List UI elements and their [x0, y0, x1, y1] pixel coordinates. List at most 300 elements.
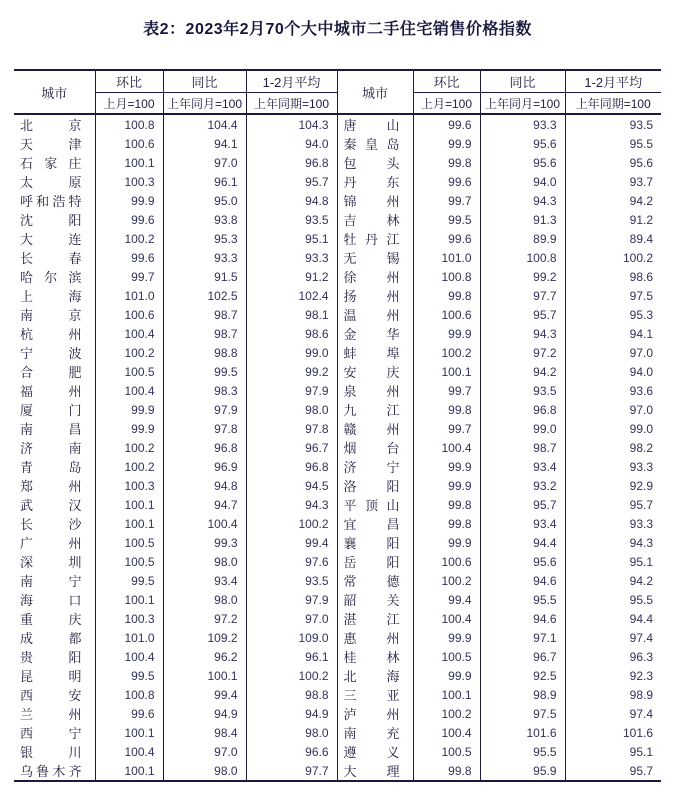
mom-value-left: 100.8: [95, 114, 163, 134]
mom-value-left: 100.1: [95, 495, 163, 514]
mom-value-left: 99.6: [95, 248, 163, 267]
city-name-left: 合 肥: [14, 362, 95, 381]
city-name-left: 西 宁: [14, 723, 95, 742]
mom-value-left: 101.0: [95, 628, 163, 647]
yoy-value-left: 100.4: [163, 514, 246, 533]
mom-value-left: 100.4: [95, 324, 163, 343]
mom-value-left: 100.6: [95, 134, 163, 153]
yoy-value-right: 95.9: [480, 761, 565, 781]
yoy-value-left: 99.5: [163, 362, 246, 381]
header-city-left: 城市: [14, 70, 95, 114]
mom-value-left: 100.1: [95, 761, 163, 781]
yoy-value-left: 93.3: [163, 248, 246, 267]
yoy-value-left: 97.0: [163, 742, 246, 761]
city-name-left: 杭 州: [14, 324, 95, 343]
mom-value-left: 99.6: [95, 210, 163, 229]
yoy-value-left: 96.2: [163, 647, 246, 666]
mom-value-left: 99.9: [95, 400, 163, 419]
yoy-value-right: 93.2: [480, 476, 565, 495]
city-name-right: 赣 州: [337, 419, 413, 438]
mom-value-left: 100.3: [95, 609, 163, 628]
header-mom-base-left: 上月=100: [95, 93, 163, 115]
avg-value-right: 94.2: [629, 573, 653, 588]
avg-value-left: 96.8: [246, 153, 337, 172]
avg-value-right: 98.2: [629, 440, 653, 455]
city-name-right: 北 海: [337, 666, 413, 685]
yoy-value-right: 95.5: [480, 742, 565, 761]
yoy-value-left: 98.0: [163, 590, 246, 609]
header-avg-base-left: 上年同期=100: [246, 93, 337, 115]
city-name-right: 惠 州: [337, 628, 413, 647]
city-name-right: 桂 林: [337, 647, 413, 666]
yoy-value-right: 96.8: [480, 400, 565, 419]
mom-value-right: 99.9: [413, 628, 480, 647]
city-name-left: 石 家 庄: [14, 153, 95, 172]
avg-value-left: 98.0: [246, 723, 337, 742]
mom-value-right: 99.9: [413, 476, 480, 495]
city-name-left: 兰 州: [14, 704, 95, 723]
avg-value-right: 95.5: [629, 592, 653, 607]
table-row: [14, 172, 661, 191]
city-name-left: 天 津: [14, 134, 95, 153]
mom-value-left: 99.9: [95, 419, 163, 438]
mom-value-right: 100.1: [413, 362, 480, 381]
mom-value-left: 100.2: [95, 229, 163, 248]
table-row: [14, 457, 661, 476]
mom-value-right: 99.7: [413, 191, 480, 210]
mom-value-right: 99.6: [413, 172, 480, 191]
mom-value-left: 99.6: [95, 704, 163, 723]
city-name-right: 安 庆: [337, 362, 413, 381]
city-name-left: 北 京: [14, 114, 95, 134]
mom-value-left: 100.1: [95, 723, 163, 742]
avg-value-left: 93.5: [246, 571, 337, 590]
avg-value-right: 94.4: [629, 611, 653, 626]
yoy-value-right: 97.5: [480, 704, 565, 723]
table-row: [14, 476, 661, 495]
city-name-right: 宜 昌: [337, 514, 413, 533]
yoy-value-left: 95.3: [163, 229, 246, 248]
city-name-left: 海 口: [14, 590, 95, 609]
table-row: [14, 324, 661, 343]
table-row: [14, 305, 661, 324]
avg-value-left: 98.8: [246, 685, 337, 704]
yoy-value-right: 95.5: [480, 590, 565, 609]
table-row: [14, 552, 661, 571]
avg-value-right: 94.2: [629, 193, 653, 208]
avg-value-left: 99.2: [246, 362, 337, 381]
mom-value-left: 99.5: [95, 571, 163, 590]
yoy-value-left: 94.1: [163, 134, 246, 153]
avg-value-right: 93.7: [629, 174, 653, 189]
yoy-value-right: 97.7: [480, 286, 565, 305]
mom-value-right: 99.9: [413, 457, 480, 476]
mom-value-right: 100.4: [413, 609, 480, 628]
avg-value-right: 93.6: [629, 383, 653, 398]
city-name-left: 西 安: [14, 685, 95, 704]
mom-value-right: 99.8: [413, 153, 480, 172]
city-name-right: 蚌 埠: [337, 343, 413, 362]
table-row: [14, 229, 661, 248]
header-avg-left: 1-2月平均: [246, 70, 337, 93]
city-name-left: 厦 门: [14, 400, 95, 419]
avg-value-left: 100.2: [246, 666, 337, 685]
avg-value-right: 97.4: [629, 630, 653, 645]
city-name-right: 丹 东: [337, 172, 413, 191]
city-name-left: 济 南: [14, 438, 95, 457]
table-body: [14, 114, 661, 781]
yoy-value-left: 98.0: [163, 761, 246, 781]
avg-value-right: 95.3: [629, 307, 653, 322]
yoy-value-right: 94.6: [480, 609, 565, 628]
mom-value-left: 100.6: [95, 305, 163, 324]
avg-value-left: 102.4: [246, 286, 337, 305]
yoy-value-left: 94.8: [163, 476, 246, 495]
avg-value-right: 98.9: [629, 687, 653, 702]
city-name-left: 广 州: [14, 533, 95, 552]
city-name-right: 秦 皇 岛: [337, 134, 413, 153]
yoy-value-left: 98.7: [163, 305, 246, 324]
city-name-left: 沈 阳: [14, 210, 95, 229]
city-name-right: 牡 丹 江: [337, 229, 413, 248]
table-row: [14, 381, 661, 400]
yoy-value-right: 89.9: [480, 229, 565, 248]
yoy-value-left: 98.7: [163, 324, 246, 343]
mom-value-right: 99.6: [413, 114, 480, 134]
yoy-value-left: 100.1: [163, 666, 246, 685]
table-row: [14, 628, 661, 647]
header-yoy-left: 同比: [163, 70, 246, 93]
mom-value-left: 100.1: [95, 514, 163, 533]
mom-value-right: 100.4: [413, 438, 480, 457]
city-name-right: 包 头: [337, 153, 413, 172]
mom-value-right: 100.4: [413, 723, 480, 742]
avg-value-left: 98.1: [246, 305, 337, 324]
city-name-left: 重 庆: [14, 609, 95, 628]
city-name-left: 哈 尔 滨: [14, 267, 95, 286]
table-row: [14, 666, 661, 685]
avg-value-right: 97.0: [629, 345, 653, 360]
mom-value-left: 101.0: [95, 286, 163, 305]
city-name-left: 南 昌: [14, 419, 95, 438]
city-name-right: 襄 阳: [337, 533, 413, 552]
yoy-value-right: 100.8: [480, 248, 565, 267]
yoy-value-right: 93.3: [480, 114, 565, 134]
yoy-value-left: 96.8: [163, 438, 246, 457]
table-row: [14, 191, 661, 210]
mom-value-left: 99.9: [95, 191, 163, 210]
avg-value-left: 100.2: [246, 514, 337, 533]
avg-value-left: 96.7: [246, 438, 337, 457]
city-name-right: 南 充: [337, 723, 413, 742]
header-mom-base-right: 上月=100: [413, 93, 480, 115]
avg-value-left: 97.8: [246, 419, 337, 438]
city-name-right: 遵 义: [337, 742, 413, 761]
yoy-value-left: 99.3: [163, 533, 246, 552]
header-city-right: 城市: [337, 70, 413, 114]
yoy-value-left: 93.8: [163, 210, 246, 229]
yoy-value-left: 94.9: [163, 704, 246, 723]
header-yoy-base-right: 上年同月=100: [480, 93, 565, 115]
table-row: [14, 153, 661, 172]
mom-value-right: 101.0: [413, 248, 480, 267]
table-row: [14, 609, 661, 628]
avg-value-left: 94.9: [246, 704, 337, 723]
header-mom-left: 环比: [95, 70, 163, 93]
avg-value-left: 96.1: [246, 647, 337, 666]
mom-value-right: 99.8: [413, 761, 480, 781]
city-name-left: 青 岛: [14, 457, 95, 476]
avg-value-left: 97.0: [246, 609, 337, 628]
mom-value-left: 100.2: [95, 457, 163, 476]
yoy-value-left: 91.5: [163, 267, 246, 286]
avg-value-left: 99.0: [246, 343, 337, 362]
avg-value-left: 96.6: [246, 742, 337, 761]
mom-value-right: 99.9: [413, 666, 480, 685]
avg-value-right: 94.1: [629, 326, 653, 341]
yoy-value-right: 99.0: [480, 419, 565, 438]
mom-value-left: 100.1: [95, 153, 163, 172]
avg-value-right: 92.9: [629, 478, 653, 493]
mom-value-right: 99.7: [413, 381, 480, 400]
city-name-left: 太 原: [14, 172, 95, 191]
avg-value-left: 97.7: [246, 761, 337, 781]
avg-value-right: 96.3: [629, 649, 653, 664]
mom-value-right: 100.6: [413, 305, 480, 324]
yoy-value-left: 95.0: [163, 191, 246, 210]
city-name-left: 郑 州: [14, 476, 95, 495]
city-name-right: 扬 州: [337, 286, 413, 305]
yoy-value-right: 94.3: [480, 191, 565, 210]
city-name-right: 锦 州: [337, 191, 413, 210]
mom-value-left: 100.1: [95, 590, 163, 609]
avg-value-left: 94.3: [246, 495, 337, 514]
avg-value-left: 98.6: [246, 324, 337, 343]
avg-value-left: 98.0: [246, 400, 337, 419]
header-yoy-right: 同比: [480, 70, 565, 93]
city-name-right: 常 德: [337, 571, 413, 590]
table-row: [14, 248, 661, 267]
yoy-value-right: 99.2: [480, 267, 565, 286]
table-row: [14, 742, 661, 761]
mom-value-right: 99.6: [413, 229, 480, 248]
city-name-left: 成 都: [14, 628, 95, 647]
table-row: [14, 400, 661, 419]
city-name-right: 平 顶 山: [337, 495, 413, 514]
yoy-value-left: 98.3: [163, 381, 246, 400]
table-row: [14, 419, 661, 438]
yoy-value-right: 98.7: [480, 438, 565, 457]
mom-value-right: 99.4: [413, 590, 480, 609]
yoy-value-right: 95.6: [480, 552, 565, 571]
yoy-value-left: 99.4: [163, 685, 246, 704]
yoy-value-right: 93.5: [480, 381, 565, 400]
yoy-value-right: 97.1: [480, 628, 565, 647]
city-name-left: 乌 鲁 木 齐: [14, 761, 95, 781]
mom-value-right: 100.5: [413, 647, 480, 666]
avg-value-right: 97.5: [629, 288, 653, 303]
avg-value-right: 93.3: [629, 459, 653, 474]
avg-value-left: 109.0: [246, 628, 337, 647]
avg-value-right: 101.6: [622, 725, 653, 740]
avg-value-left: 95.7: [246, 172, 337, 191]
city-name-right: 湛 江: [337, 609, 413, 628]
yoy-value-right: 101.6: [480, 723, 565, 742]
mom-value-right: 100.8: [413, 267, 480, 286]
city-name-left: 福 州: [14, 381, 95, 400]
table-row: [14, 210, 661, 229]
table-row: [14, 533, 661, 552]
mom-value-left: 100.5: [95, 533, 163, 552]
avg-value-right: 97.4: [629, 706, 653, 721]
price-index-table: [14, 69, 661, 782]
mom-value-right: 100.5: [413, 742, 480, 761]
yoy-value-left: 93.4: [163, 571, 246, 590]
city-name-left: 宁 波: [14, 343, 95, 362]
city-name-left: 大 连: [14, 229, 95, 248]
table-row: [14, 343, 661, 362]
yoy-value-right: 95.7: [480, 495, 565, 514]
mom-value-right: 99.5: [413, 210, 480, 229]
yoy-value-left: 98.0: [163, 552, 246, 571]
header-avg-base-right: 上年同期=100: [565, 93, 661, 115]
yoy-value-right: 94.3: [480, 324, 565, 343]
city-name-right: 唐 山: [337, 114, 413, 134]
city-name-left: 长 春: [14, 248, 95, 267]
yoy-value-right: 97.2: [480, 343, 565, 362]
mom-value-left: 99.5: [95, 666, 163, 685]
table-row: [14, 723, 661, 742]
avg-value-left: 95.1: [246, 229, 337, 248]
avg-value-right: 93.5: [629, 117, 653, 132]
mom-value-right: 99.7: [413, 419, 480, 438]
avg-value-right: 94.3: [629, 535, 653, 550]
mom-value-left: 100.5: [95, 362, 163, 381]
city-name-right: 烟 台: [337, 438, 413, 457]
avg-value-right: 100.2: [622, 250, 653, 265]
city-name-left: 上 海: [14, 286, 95, 305]
avg-value-right: 95.5: [629, 136, 653, 151]
mom-value-left: 100.2: [95, 438, 163, 457]
city-name-right: 金 华: [337, 324, 413, 343]
avg-value-left: 97.9: [246, 381, 337, 400]
city-name-right: 三 亚: [337, 685, 413, 704]
yoy-value-right: 95.6: [480, 153, 565, 172]
table-header: [14, 70, 661, 114]
city-name-left: 南 宁: [14, 571, 95, 590]
table-row: [14, 114, 661, 134]
avg-value-left: 93.3: [246, 248, 337, 267]
avg-value-right: 93.3: [629, 516, 653, 531]
yoy-value-right: 91.3: [480, 210, 565, 229]
yoy-value-left: 96.1: [163, 172, 246, 191]
mom-value-right: 99.9: [413, 324, 480, 343]
table-row: [14, 685, 661, 704]
mom-value-right: 99.9: [413, 134, 480, 153]
yoy-value-right: 95.7: [480, 305, 565, 324]
avg-value-left: 97.6: [246, 552, 337, 571]
yoy-value-right: 93.4: [480, 457, 565, 476]
yoy-value-left: 102.5: [163, 286, 246, 305]
city-name-left: 深 圳: [14, 552, 95, 571]
avg-value-right: 95.7: [629, 763, 653, 778]
yoy-value-left: 97.9: [163, 400, 246, 419]
avg-value-left: 93.5: [246, 210, 337, 229]
avg-value-left: 104.3: [246, 114, 337, 134]
table-row: [14, 495, 661, 514]
mom-value-left: 100.5: [95, 552, 163, 571]
mom-value-right: 99.8: [413, 495, 480, 514]
header-mom-right: 环比: [413, 70, 480, 93]
city-name-right: 济 宁: [337, 457, 413, 476]
city-name-left: 呼 和 浩 特: [14, 191, 95, 210]
avg-value-right: 92.3: [629, 668, 653, 683]
avg-value-right: 98.6: [629, 269, 653, 284]
table-row: [14, 704, 661, 723]
yoy-value-right: 94.2: [480, 362, 565, 381]
city-name-right: 岳 阳: [337, 552, 413, 571]
header-label-row: [14, 70, 661, 93]
table-row: [14, 438, 661, 457]
mom-value-left: 100.4: [95, 381, 163, 400]
mom-value-left: 99.7: [95, 267, 163, 286]
mom-value-right: 100.6: [413, 552, 480, 571]
mom-value-left: 100.4: [95, 742, 163, 761]
city-name-right: 九 江: [337, 400, 413, 419]
yoy-value-left: 98.8: [163, 343, 246, 362]
yoy-value-left: 97.2: [163, 609, 246, 628]
mom-value-right: 99.8: [413, 400, 480, 419]
yoy-value-left: 96.9: [163, 457, 246, 476]
avg-value-left: 97.9: [246, 590, 337, 609]
avg-value-left: 94.0: [246, 134, 337, 153]
city-name-left: 武 汉: [14, 495, 95, 514]
page: [0, 16, 675, 801]
city-name-left: 贵 阳: [14, 647, 95, 666]
yoy-value-left: 104.4: [163, 114, 246, 134]
city-name-right: 洛 阳: [337, 476, 413, 495]
yoy-value-right: 94.0: [480, 172, 565, 191]
header-yoy-base-left: 上年同月=100: [163, 93, 246, 115]
city-name-right: 徐 州: [337, 267, 413, 286]
avg-value-right: 95.7: [629, 497, 653, 512]
mom-value-right: 99.9: [413, 533, 480, 552]
mom-value-left: 100.4: [95, 647, 163, 666]
yoy-value-right: 94.4: [480, 533, 565, 552]
mom-value-right: 100.2: [413, 704, 480, 723]
mom-value-right: 99.8: [413, 286, 480, 305]
city-name-left: 南 京: [14, 305, 95, 324]
avg-value-right: 95.6: [629, 155, 653, 170]
yoy-value-left: 97.8: [163, 419, 246, 438]
yoy-value-left: 98.4: [163, 723, 246, 742]
yoy-value-right: 93.4: [480, 514, 565, 533]
mom-value-right: 100.1: [413, 685, 480, 704]
table-row: [14, 134, 661, 153]
avg-value-left: 96.8: [246, 457, 337, 476]
city-name-right: 无 锡: [337, 248, 413, 267]
mom-value-left: 100.2: [95, 343, 163, 362]
yoy-value-right: 94.6: [480, 571, 565, 590]
table-row: [14, 647, 661, 666]
avg-value-right: 97.0: [629, 402, 653, 417]
city-name-right: 大 理: [337, 761, 413, 781]
yoy-value-right: 95.6: [480, 134, 565, 153]
yoy-value-right: 98.9: [480, 685, 565, 704]
avg-value-right: 94.0: [629, 364, 653, 379]
table-title: 表2：2023年2月70个大中城市二手住宅销售价格指数: [143, 21, 532, 38]
table-row: [14, 267, 661, 286]
